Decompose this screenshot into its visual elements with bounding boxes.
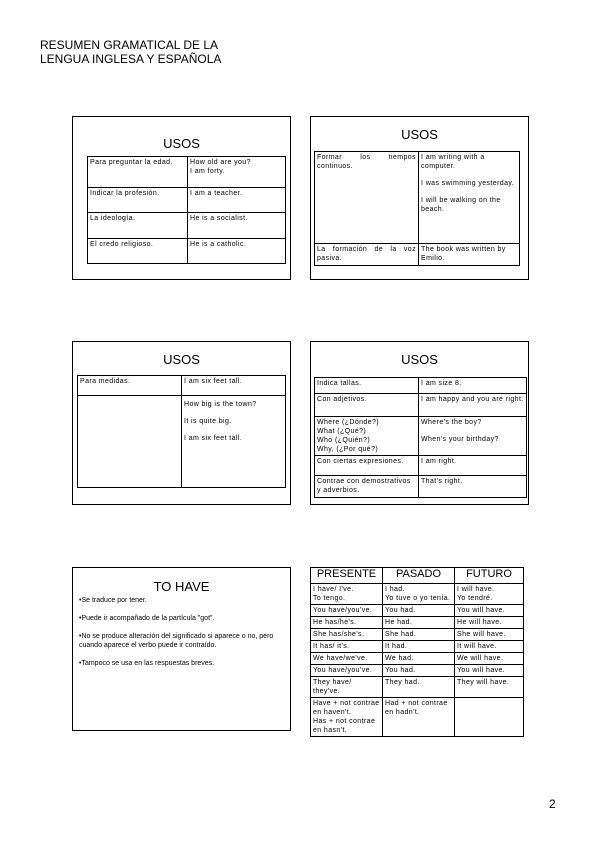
slide-3 (72, 341, 291, 505)
use-cell: El credo religioso. (88, 239, 188, 264)
table-row (88, 188, 286, 213)
example-cell (419, 417, 527, 456)
presente-cell: You have/you've. (311, 605, 383, 617)
futuro-cell (455, 698, 524, 737)
table-row (311, 698, 524, 737)
example-cell: I am six feet tall. (182, 376, 286, 396)
pasado-cell: She had. (383, 629, 455, 641)
use-cell: Con adjetivos. (315, 394, 419, 417)
example-line: It is quite big. (184, 418, 232, 425)
presente-cell: We have/we've. (311, 653, 383, 665)
uses-table (77, 375, 286, 488)
use-line: What (¿Qué?) (317, 428, 367, 435)
uses-table (314, 151, 520, 266)
slide-title: USOS (401, 127, 438, 142)
example-line: I am six feet tall. (184, 435, 243, 442)
table-row (315, 152, 520, 244)
pasado-cell: You had. (383, 605, 455, 617)
presente-cell: She has/she's. (311, 629, 383, 641)
example-line: Where's the boy? (421, 419, 482, 426)
futuro-cell: They will have. (455, 677, 524, 698)
use-cell: Para medidas. (78, 376, 182, 396)
table-row (315, 456, 527, 476)
example-cell: He is a socialist. (188, 213, 286, 239)
table-row (311, 605, 524, 617)
use-line: Who (¿Quién?) (317, 437, 371, 444)
futuro-cell: You will have. (455, 605, 524, 617)
cell-line: Yo tuve o yo tenía. (385, 595, 451, 602)
bullet-item: •Puede ir acompañado de la partícula "got". (79, 615, 215, 622)
table-row (78, 396, 286, 488)
use-cell: Indicar la profesión. (88, 188, 188, 213)
cell-line: Yo tendré. (457, 595, 493, 602)
example-line: When's your birthday? (421, 436, 499, 443)
pasado-cell: It had. (383, 641, 455, 653)
slide-6 (310, 567, 529, 734)
pasado-cell: He had. (383, 617, 455, 629)
bullet-list (79, 596, 284, 677)
futuro-cell: He will have. (455, 617, 524, 629)
example-cell (182, 396, 286, 488)
slide-2 (310, 116, 529, 280)
slide-title: TO HAVE (153, 579, 210, 594)
table-row (311, 677, 524, 698)
use-cell: Formar los tiempos continuos. (315, 152, 419, 244)
slide-title: USOS (401, 352, 438, 367)
use-cell (78, 396, 182, 488)
use-cell: La formación de la voz pasiva. (315, 244, 419, 266)
use-cell: Para preguntar la edad. (88, 157, 188, 188)
futuro-cell: It will have. (455, 641, 524, 653)
slide-title: USOS (163, 352, 200, 367)
header-row (311, 568, 524, 584)
table-row (315, 394, 527, 417)
slide-5 (72, 567, 291, 731)
bullet-item: •No se produce alteración del significado si aparece o no, pero cuando aparece el verbo puede ir contraído. (79, 633, 274, 649)
table-row (311, 653, 524, 665)
table-row (311, 641, 524, 653)
presente-cell: They have/ they've. (311, 677, 383, 698)
use-line: Why, (¿Por qué?) (317, 446, 379, 453)
example-cell: The book was written by Emilio. (419, 244, 520, 266)
table-row (88, 239, 286, 264)
cell-line: To tengo. (313, 595, 346, 602)
table-row (311, 617, 524, 629)
page-number: 2 (549, 797, 556, 811)
example-line: I am writing with a computer. (421, 154, 485, 170)
pasado-cell (383, 584, 455, 605)
futuro-cell: You will have. (455, 665, 524, 677)
use-cell: Contrae con demostrativos y adverbios. (315, 476, 419, 498)
example-line: I will be walking on the beach. (421, 197, 501, 213)
example-line: I am forty. (190, 168, 225, 175)
presente-cell (311, 584, 383, 605)
cell-line: I had. (385, 586, 405, 593)
pasado-cell: We had. (383, 653, 455, 665)
example-cell: I am size 8. (419, 378, 527, 394)
conjugation-table (310, 567, 524, 737)
cell-line: Has + not contrae en hasn't. (313, 718, 376, 734)
example-cell: I am a teacher. (188, 188, 286, 213)
pasado-cell: You had. (383, 665, 455, 677)
table-row (311, 629, 524, 641)
bullet-item: •Se traduce por tener. (79, 597, 147, 604)
table-row (315, 378, 527, 394)
example-cell (188, 157, 286, 188)
document-title-line-1: RESUMEN GRAMATICAL DE LA (40, 38, 219, 52)
uses-table (314, 377, 527, 498)
presente-cell: You have/you've. (311, 665, 383, 677)
example-cell: I am happy and you are right. (419, 394, 527, 417)
example-cell: He is a catholic. (188, 239, 286, 264)
cell-line: Have + not contrae en haven't. (313, 700, 380, 716)
example-line: I was swimming yesterday. (421, 180, 515, 187)
cell-line: I have/ I've. (313, 586, 354, 593)
header-pasado: PASADO (383, 568, 455, 584)
futuro-cell: She will have. (455, 629, 524, 641)
document-title-line-2: LENGUA INGLESA Y ESPAÑOLA (40, 52, 222, 66)
table-row (311, 584, 524, 605)
use-line: Where (¿Dónde?) (317, 419, 380, 426)
table-row (78, 376, 286, 396)
use-cell (315, 417, 419, 456)
presente-cell: He has/he's. (311, 617, 383, 629)
presente-cell: It has/ it's. (311, 641, 383, 653)
example-cell: That's right. (419, 476, 527, 498)
example-line: How old are you? (190, 159, 251, 166)
pasado-cell: They had. (383, 677, 455, 698)
example-cell: I am right. (419, 456, 527, 476)
use-cell: La ideología. (88, 213, 188, 239)
header-presente: PRESENTE (311, 568, 383, 584)
table-row (315, 244, 520, 266)
table-row (88, 213, 286, 239)
table-row (88, 157, 286, 188)
example-cell (419, 152, 520, 244)
table-row (315, 476, 527, 498)
slide-1 (72, 116, 291, 280)
slide-4 (310, 341, 529, 505)
slide-title: USOS (163, 136, 200, 151)
presente-cell (311, 698, 383, 737)
cell-line: I will have. (457, 586, 495, 593)
pasado-cell: Had + not contrae en hadn't. (383, 698, 455, 737)
header-futuro: FUTURO (455, 568, 524, 584)
futuro-cell (455, 584, 524, 605)
table-row (311, 665, 524, 677)
use-cell: Con ciertas expresiones. (315, 456, 419, 476)
futuro-cell: We will have. (455, 653, 524, 665)
bullet-item: •Tampoco se usa en las respuestas breves. (79, 660, 215, 667)
use-cell: Indica tallas. (315, 378, 419, 394)
uses-table (87, 156, 286, 264)
document-title (40, 38, 221, 66)
example-line: How big is the town? (184, 401, 257, 408)
table-row (315, 417, 527, 456)
